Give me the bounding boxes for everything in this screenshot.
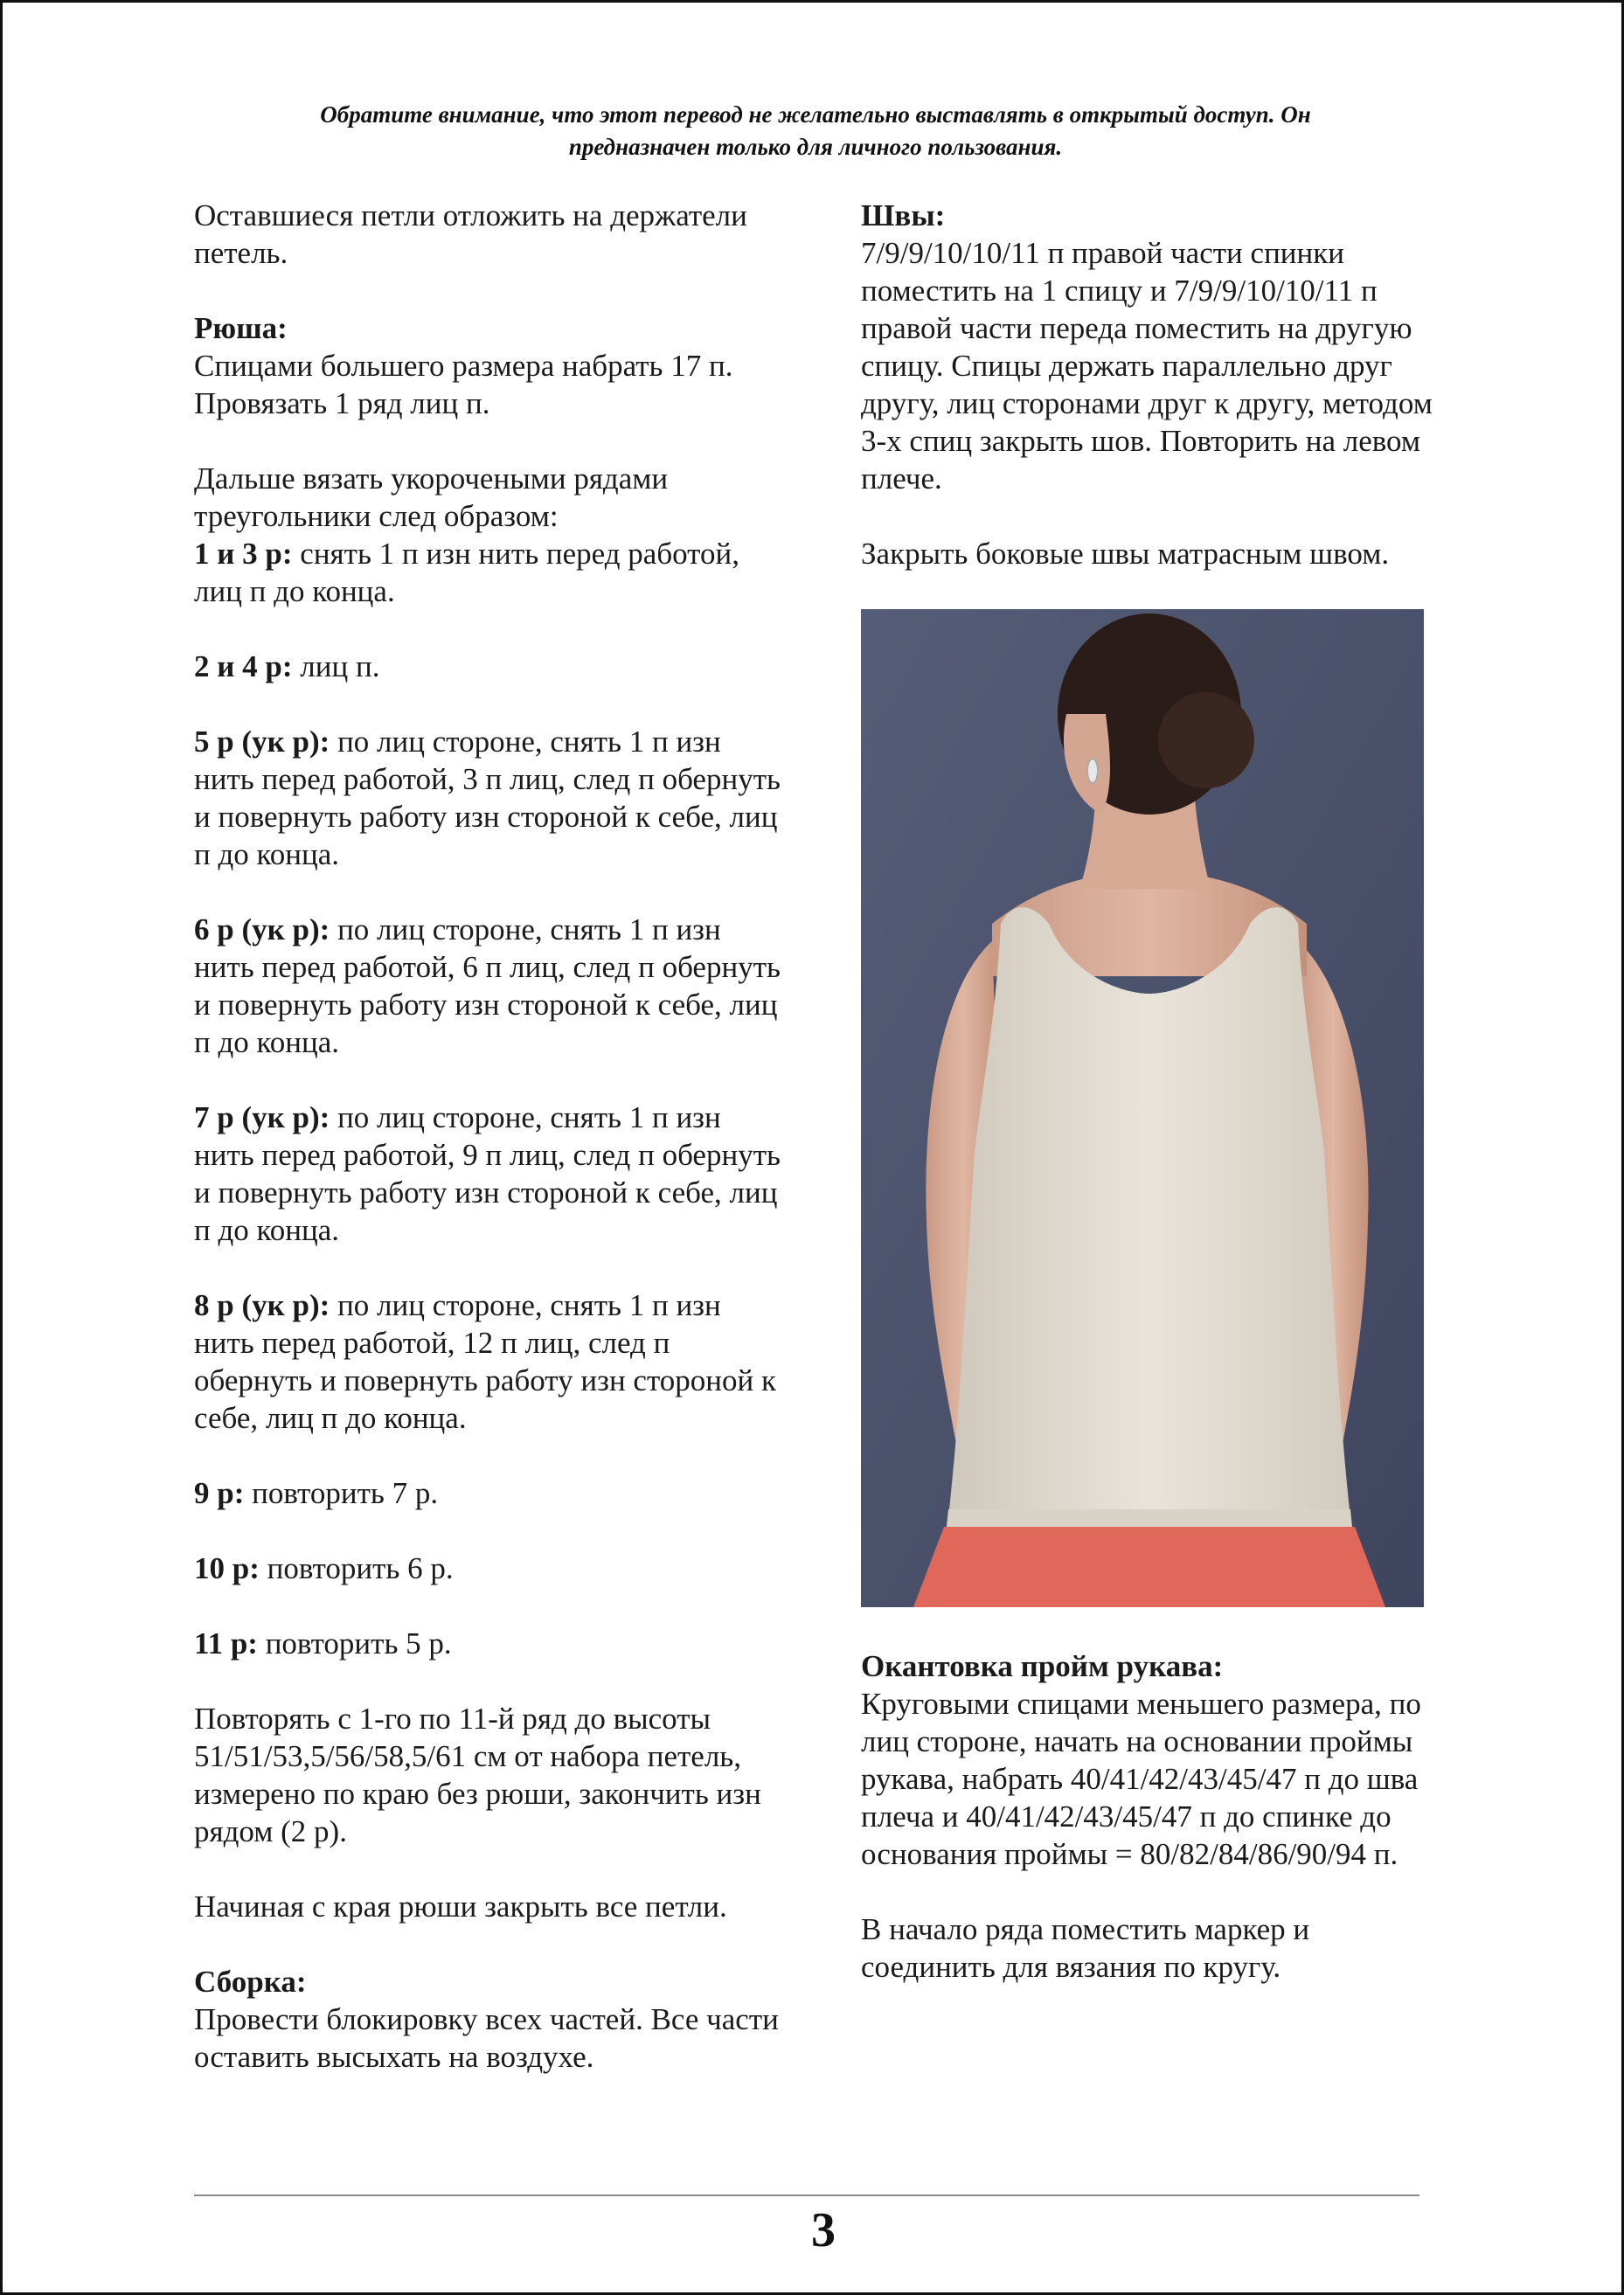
assembly-section [194,1963,788,2076]
assembly-heading: Сборка: [194,1965,307,1999]
right-column-top [861,197,1438,610]
right-column-bottom [861,1647,1438,2023]
row-instruction [194,723,788,873]
row-label: 7 р (ук р): [194,1100,330,1134]
footer-divider [194,2194,1419,2196]
repeat-paragraph: Повторять с 1-го по 11-й ряд до высоты 51/51/53,5/56/58,5/61 см от набора петель, измерено по краю без рюши, закончить изн рядом (2 р). [194,1702,761,1848]
seams-section [861,197,1438,497]
model-photo [861,609,1424,1607]
row-label: 2 и 4 р: [194,649,293,683]
row-label: 6 р (ук р): [194,912,330,946]
bind-off-paragraph: Начиная с края рюши закрыть все петли. [194,1889,727,1924]
ruffle-heading: Рюша: [194,311,288,345]
row-label: 5 р (ук р): [194,725,330,759]
row-text: лиц п. [292,649,380,683]
armhole-section [861,1647,1438,1873]
assembly-text: Провести блокировку всех частей. Все части оставить высыхать на воздухе. [194,2002,779,2074]
row-text: по лиц стороне, снять 1 п изн нить перед работой, 3 п лиц, след п обернуть и повернуть работу изн стороной к себе, лиц п до конца. [194,725,781,871]
row-label: 11 р: [194,1626,258,1661]
row-text: снять 1 п изн нить перед работой, лиц п до конца. [194,537,739,608]
notice-line-1: Обратите внимание, что этот перевод не желательно выставлять в открытый доступ. Он [320,101,1311,128]
tank-top-back-view-image [861,609,1424,1607]
armhole-text: Круговыми спицами меньшего размера, по лиц стороне, начать на основании проймы рукава, набрать 40/41/42/43/45/47 п до шва плеча и 40/41/42/43/45/47 п до спинке до основания проймы = 80/82/84/86/90/94 п. [861,1687,1421,1871]
row-instruction [194,648,788,685]
notice-line-2: предназначен только для личного пользования. [568,134,1063,160]
row-text: по лиц стороне, снять 1 п изн нить перед работой, 12 п лиц, след п обернуть и повернуть работу изн стороной к себе, лиц п до конца. [194,1288,777,1435]
row-text: повторить 7 р. [244,1476,439,1510]
page-number: 3 [811,2203,836,2257]
left-column [194,197,788,2113]
row-instruction [194,1286,788,1437]
ruffle-text: Спицами большего размера набрать 17 п. Провязать 1 ряд лиц п. [194,349,733,420]
seams-heading: Швы: [861,198,946,232]
side-seams-paragraph: Закрыть боковые швы матрасным швом. [861,537,1390,571]
row-label: 9 р: [194,1476,245,1510]
row-text: повторить 5 р. [257,1626,452,1661]
round-start-paragraph: В начало ряда поместить маркер и соединить для вязания по кругу. [861,1912,1310,1984]
intro-paragraph: Оставшиеся петли отложить на держатели петель. [194,198,747,270]
row-label: 8 р (ук р): [194,1288,330,1322]
row-instruction [194,1474,788,1512]
row-text: по лиц стороне, снять 1 п изн нить перед работой, 6 п лиц, след п обернуть и повернуть работу изн стороной к себе, лиц п до конца. [194,912,781,1059]
row-label: 1 и 3 р: [194,537,293,571]
row-instruction [194,1625,788,1662]
row-text: повторить 6 р. [259,1551,454,1585]
ruffle-section [194,309,788,422]
row-instruction [194,535,788,610]
row-instruction [194,1550,788,1587]
short-rows-intro: Дальше вязать укорочеными рядами треугольники след образом: [194,461,669,533]
row-instruction [194,911,788,1061]
row-text: по лиц стороне, снять 1 п изн нить перед работой, 9 п лиц, след п обернуть и повернуть работу изн стороной к себе, лиц п до конца. [194,1100,781,1247]
row-label: 10 р: [194,1551,260,1585]
row-instruction [194,1099,788,1249]
seams-text: 7/9/9/10/10/11 п правой части спинки поместить на 1 спицу и 7/9/9/10/10/11 п правой части переда поместить на другую спицу. Спицы держать параллельно друг другу, лиц сторонами друг к другу, методом 3-х спиц закрыть шов. Повторить на левом плече. [861,236,1433,496]
armhole-heading: Окантовка пройм рукава: [861,1649,1224,1683]
copyright-notice [160,99,1471,163]
